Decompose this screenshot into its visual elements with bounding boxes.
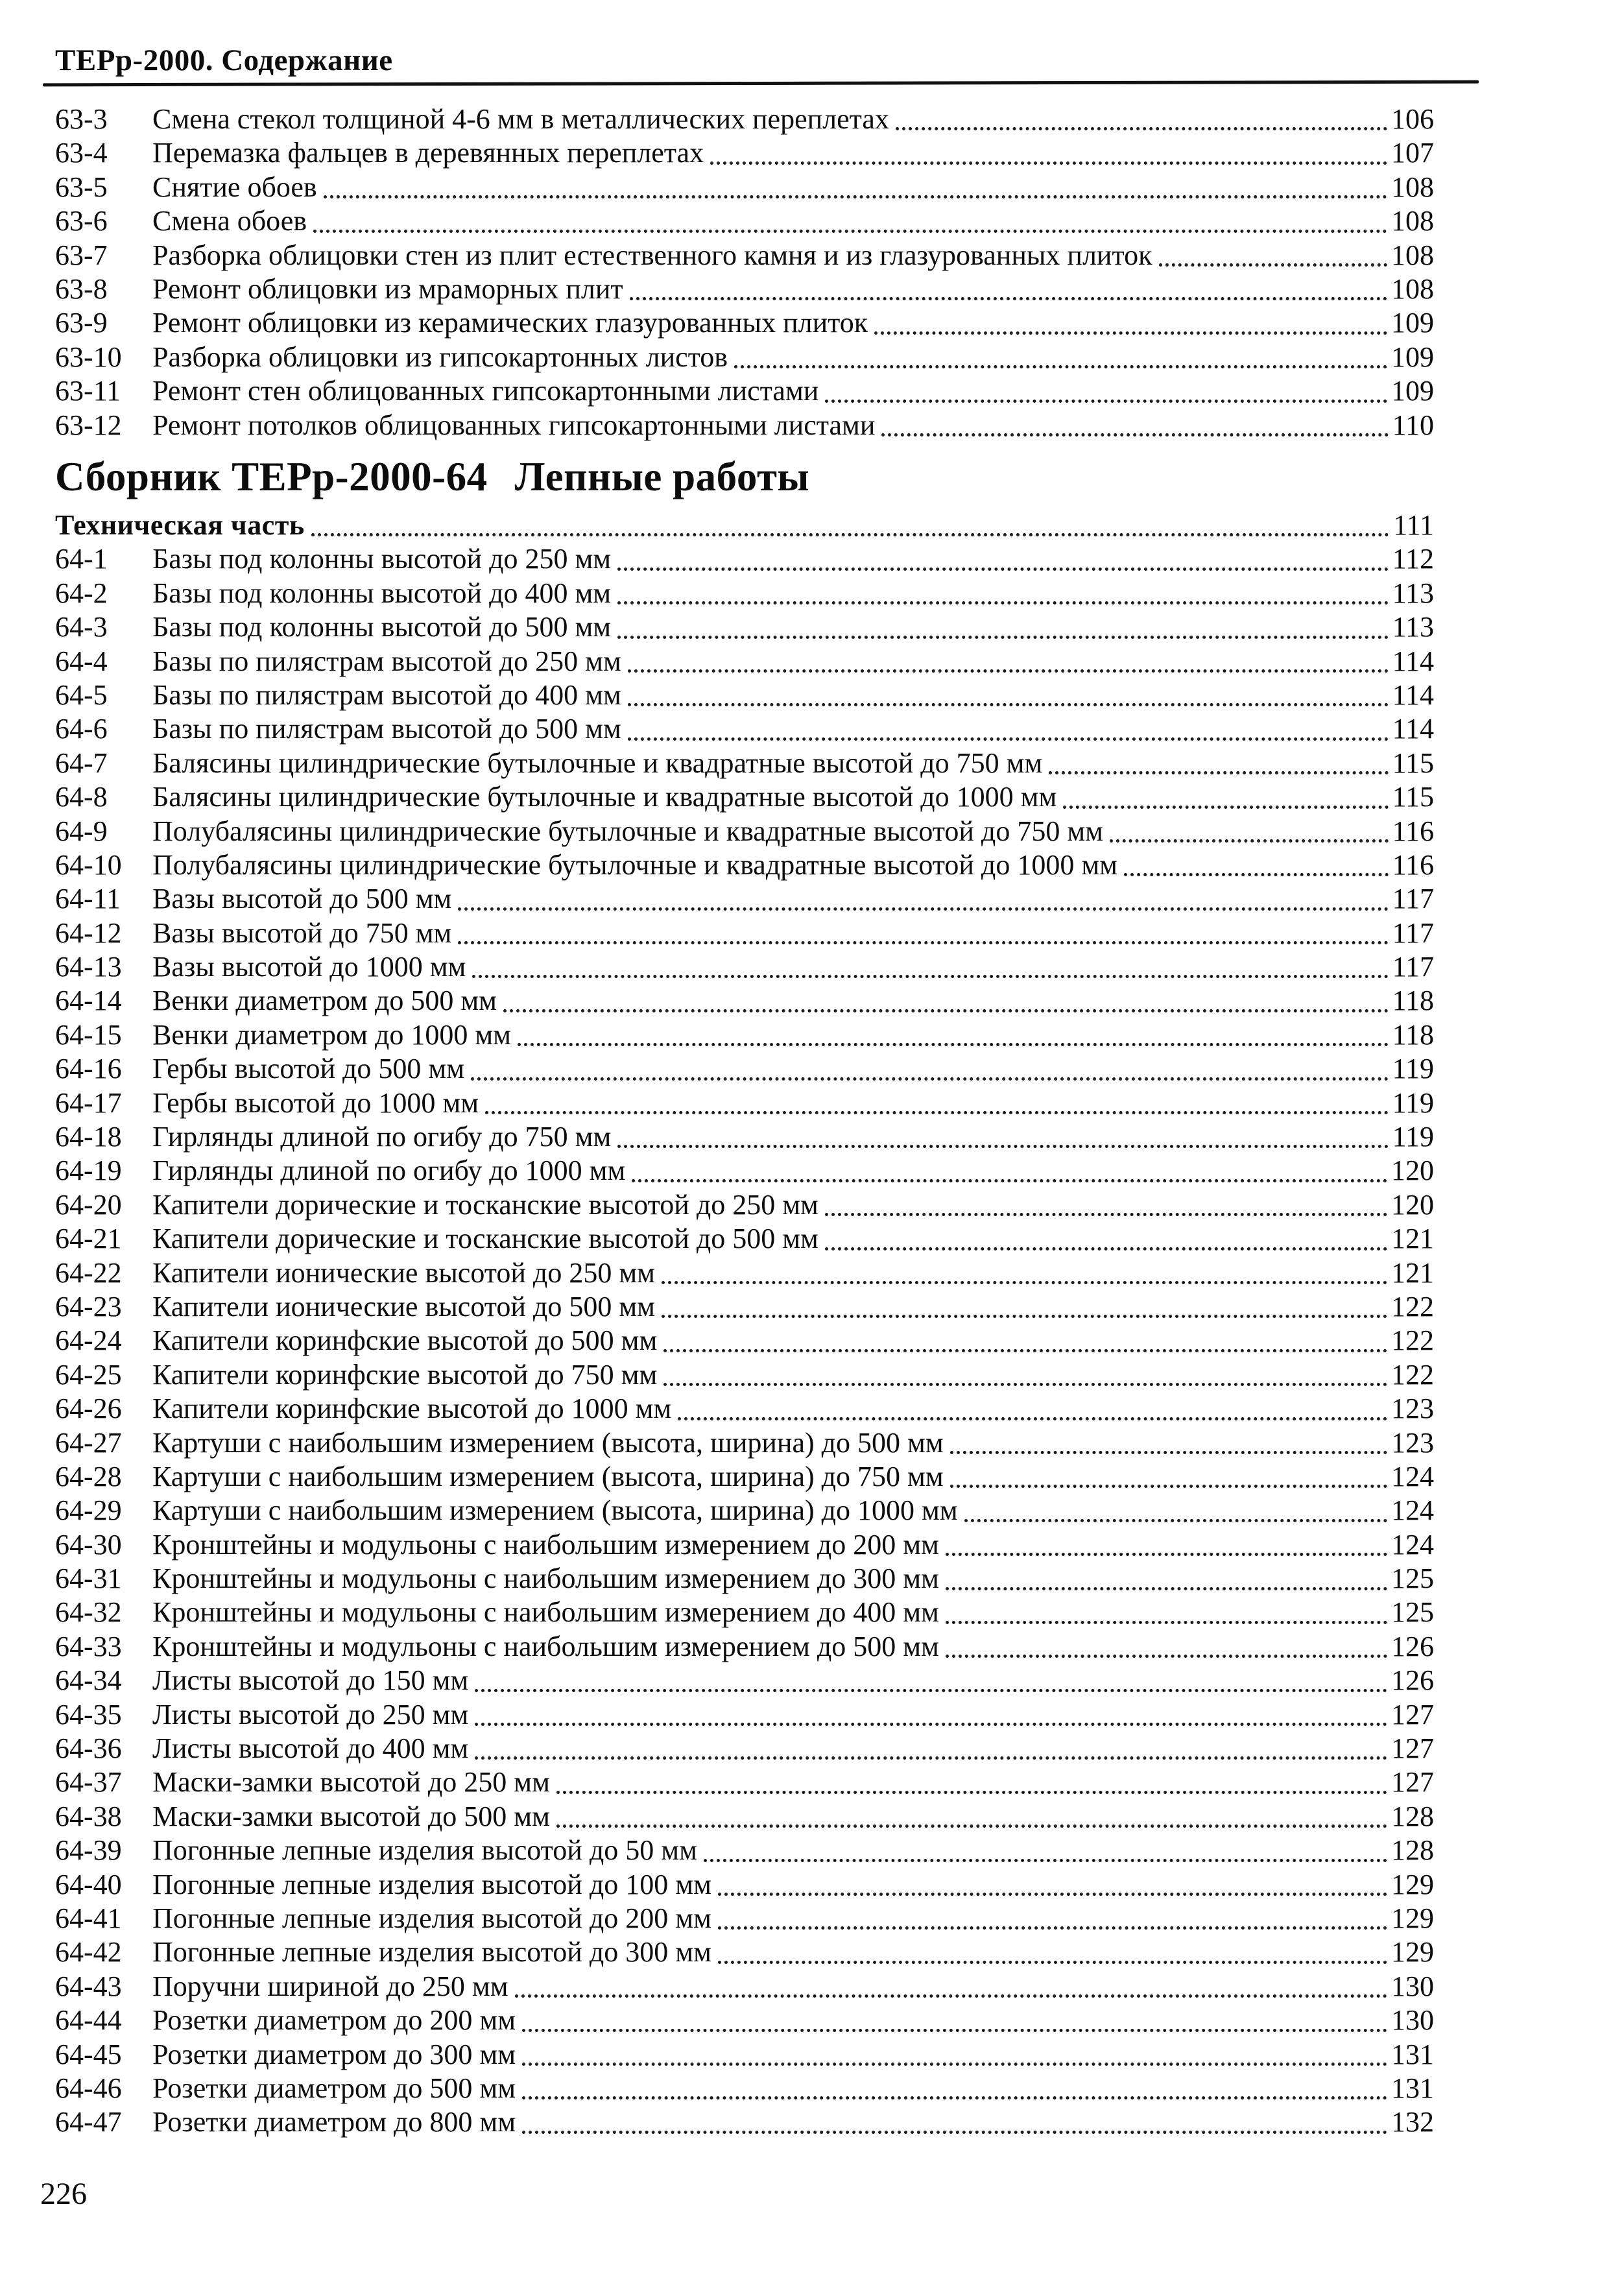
toc-entry-code: 64-12 [55, 916, 122, 949]
toc-entry-title: Полубалясины цилиндрические бутылочные и квадратные высотой до 750 мм [152, 815, 1104, 847]
toc-leader-dots [522, 2096, 1387, 2100]
toc-leader-dots [964, 1519, 1387, 1522]
toc-entry-page: 115 [1392, 747, 1434, 779]
toc-entry-title: Листы высотой до 400 мм [152, 1732, 469, 1765]
page-header-title: ТЕРр-2000. Содержание [55, 43, 393, 77]
toc-entry-page: 107 [1391, 137, 1434, 169]
toc-entry-title: Ремонт облицовки из керамических глазурованных плиток [152, 307, 868, 339]
toc-entry-page: 120 [1391, 1154, 1434, 1187]
toc-entry-page: 109 [1391, 341, 1434, 373]
toc-entry-63-5 [55, 171, 1434, 204]
toc-entry-code: 64-2 [55, 577, 108, 609]
toc-entry-page: 127 [1391, 1766, 1434, 1799]
toc-leader-dots [704, 1859, 1387, 1862]
toc-entry-title: Маски-замки высотой до 250 мм [152, 1766, 550, 1799]
toc-leader-dots [950, 1451, 1387, 1454]
toc-entry-title: Снятие обоев [152, 171, 317, 203]
toc-leader-dots [896, 127, 1387, 130]
toc-entry-63-11 [55, 374, 1434, 408]
toc-entry-code: 64-39 [55, 1834, 122, 1867]
toc-entry-64-20 [55, 1188, 1434, 1222]
toc-leader-dots [311, 533, 1390, 536]
toc-leader-dots [1159, 263, 1387, 267]
toc-entry-64-28 [55, 1460, 1434, 1494]
toc-entry-63-8 [55, 272, 1434, 306]
toc-entry-title: Ремонт потолков облицованных гипсокартонными листами [152, 409, 876, 441]
toc-leader-dots [678, 1417, 1387, 1420]
toc-entry-64-18 [55, 1120, 1434, 1154]
toc-entry-code: 64-16 [55, 1053, 122, 1085]
toc-entry-63-6 [55, 204, 1434, 238]
toc-entry-page: 110 [1392, 409, 1434, 441]
section-64-heading-name: Лепные работы [514, 454, 810, 499]
toc-entry-page: 119 [1392, 1053, 1434, 1085]
toc-entry-code: 64-17 [55, 1086, 122, 1119]
toc-leader-dots [825, 400, 1387, 403]
toc-entry-title: Венки диаметром до 500 мм [152, 985, 497, 1017]
toc-entry-64-17 [55, 1086, 1434, 1120]
toc-entry-page: 129 [1391, 1936, 1434, 1968]
toc-entry-63-10 [55, 341, 1434, 374]
toc-entry-page: 122 [1391, 1324, 1434, 1357]
toc-entry-page: 122 [1391, 1290, 1434, 1322]
toc-entry-code: 64-26 [55, 1393, 122, 1425]
toc-entry-title: Базы по пилястрам высотой до 400 мм [152, 678, 621, 711]
toc-entry-page: 108 [1391, 272, 1434, 305]
toc-entry-page: 108 [1391, 205, 1434, 237]
toc-entry-code: 64-11 [55, 883, 121, 915]
toc-entry-page: 116 [1392, 815, 1434, 847]
toc-leader-dots [662, 1281, 1387, 1284]
toc-entry-title: Картуши с наибольшим измерением (высота, ширина) до 500 мм [152, 1426, 944, 1459]
toc-entry-code: 63-8 [55, 272, 108, 305]
toc-entry-title: Капители коринфские высотой до 500 мм [152, 1324, 658, 1357]
toc-entry-64-25 [55, 1358, 1434, 1392]
toc-entry-64-43 [55, 1970, 1434, 2004]
toc-entry-64-42 [55, 1935, 1434, 1969]
toc-leader-dots [458, 941, 1388, 944]
toc-entry-code: 64-24 [55, 1324, 122, 1357]
toc-entry-code: 64-25 [55, 1358, 122, 1391]
toc-leader-dots [617, 601, 1388, 604]
toc-leader-dots [632, 1179, 1387, 1182]
toc-entry-64-30 [55, 1528, 1434, 1562]
toc-entry-64-31 [55, 1562, 1434, 1596]
toc-entry-code: 64-34 [55, 1664, 122, 1697]
toc-entry-code: 63-10 [55, 341, 122, 373]
toc-leader-dots [825, 1213, 1387, 1216]
toc-entry-title: Базы по пилястрам высотой до 500 мм [152, 713, 621, 745]
toc-leader-dots [522, 2063, 1387, 2066]
toc-leader-dots [825, 1247, 1387, 1250]
toc-leader-dots [617, 1145, 1388, 1148]
toc-entry-64-37 [55, 1765, 1434, 1799]
toc-entry-page: 112 [1392, 543, 1434, 575]
toc-entry-code: 63-11 [55, 375, 121, 407]
toc-entry-page: 116 [1392, 848, 1434, 881]
toc-entry-64-15 [55, 1018, 1434, 1052]
toc-entry-64-3 [55, 610, 1434, 644]
toc-entry-code: 64-46 [55, 2072, 122, 2104]
section-64-heading [55, 455, 809, 498]
toc-entry-page: 131 [1391, 2072, 1434, 2104]
toc-entry-page: 119 [1392, 1121, 1434, 1153]
toc-leader-dots [1124, 873, 1389, 876]
toc-entry-code: 64-10 [55, 848, 122, 881]
toc-entry-title: Перемазка фальцев в деревянных переплетах [152, 137, 704, 169]
toc-entry-page: 131 [1391, 2038, 1434, 2070]
toc-entry-title: Гербы высотой до 500 мм [152, 1053, 465, 1085]
toc-entry-code: 64-6 [55, 713, 108, 745]
toc-entry-page: 121 [1391, 1256, 1434, 1289]
toc-entry-title: Гербы высотой до 1000 мм [152, 1086, 479, 1119]
toc-entry-64-16 [55, 1052, 1434, 1086]
toc-entry-title: Капители дорические и тосканские высотой до 500 мм [152, 1223, 818, 1255]
footer-page-number: 226 [40, 2177, 87, 2211]
toc-entry-page: 126 [1391, 1664, 1434, 1697]
toc-entry-page: 113 [1392, 611, 1434, 643]
toc-entry-page: 130 [1391, 1970, 1434, 2002]
toc-leader-dots [475, 1756, 1387, 1760]
toc-entry-title: Погонные лепные изделия высотой до 300 мм [152, 1936, 711, 1968]
toc-leader-dots [1063, 806, 1388, 809]
toc-entry-title: Полубалясины цилиндрические бутылочные и квадратные высотой до 1000 мм [152, 848, 1118, 881]
toc-entry-code: 64-18 [55, 1121, 122, 1153]
toc-entry-title: Разборка облицовки стен из плит естественного камня и из глазурованных плиток [152, 239, 1152, 271]
toc-entry-title: Погонные лепные изделия высотой до 200 мм [152, 1902, 711, 1934]
toc-leader-dots [946, 1621, 1387, 1624]
toc-leader-dots [475, 1689, 1387, 1692]
toc-leader-dots [324, 195, 1387, 198]
toc-entry-code: 64-15 [55, 1018, 122, 1051]
toc-entry-code: 64-33 [55, 1630, 122, 1662]
toc-leader-dots [734, 365, 1387, 368]
toc-entry-64-5 [55, 678, 1434, 712]
toc-entry-page: 127 [1391, 1732, 1434, 1765]
toc-entry-title: Кронштейны и модульоны с наибольшим измерением до 200 мм [152, 1528, 939, 1561]
toc-entry-page: 117 [1392, 951, 1434, 983]
toc-entry-page: 117 [1392, 883, 1434, 915]
toc-entry-page: 109 [1391, 307, 1434, 339]
toc-entry-page: 125 [1391, 1562, 1434, 1595]
toc-entry-title: Кронштейны и модульоны с наибольшим измерением до 300 мм [152, 1562, 939, 1595]
toc-entry-page: 108 [1391, 171, 1434, 203]
toc-entry-title: Вазы высотой до 1000 мм [152, 951, 466, 983]
toc-entry-64-21 [55, 1222, 1434, 1256]
toc-entry-page: 124 [1391, 1494, 1434, 1527]
toc-entry-64-38 [55, 1800, 1434, 1834]
toc-entry-64-33 [55, 1630, 1434, 1664]
toc-leader-dots [628, 703, 1389, 706]
toc-entry-code: 64-4 [55, 645, 108, 677]
toc-leader-dots [556, 1791, 1387, 1794]
toc-entry-page: 106 [1391, 102, 1434, 135]
toc-leader-dots [718, 1926, 1387, 1930]
toc-entry-title: Листы высотой до 150 мм [152, 1664, 469, 1697]
toc-entry-code: 64-7 [55, 747, 108, 779]
toc-entry-64-44 [55, 2004, 1434, 2037]
toc-entry-64-8 [55, 780, 1434, 814]
toc-entry-code: 64-41 [55, 1902, 122, 1934]
toc-entry-64-36 [55, 1732, 1434, 1765]
toc-entry-code: 64-23 [55, 1290, 122, 1322]
toc-entry-title: Розетки диаметром до 800 мм [152, 2106, 516, 2138]
toc-entry-title: Капители коринфские высотой до 750 мм [152, 1358, 658, 1391]
toc-leader-dots [556, 1824, 1387, 1828]
toc-entry-64-45 [55, 2038, 1434, 2072]
toc-leader-dots [1110, 839, 1389, 843]
toc-leader-dots [946, 1587, 1387, 1590]
toc-entry-64-13 [55, 950, 1434, 984]
toc-entry-title: Вазы высотой до 750 мм [152, 916, 452, 949]
toc-leader-dots [628, 669, 1389, 673]
toc-leader-dots [950, 1485, 1387, 1488]
toc-entry-64-7 [55, 747, 1434, 780]
toc-entry-code: 64-9 [55, 815, 108, 847]
toc-leader-dots [663, 1349, 1387, 1352]
toc-entry-code: 64-22 [55, 1256, 122, 1289]
toc-leader-dots [313, 230, 1387, 233]
toc-entry-code: 64-30 [55, 1528, 122, 1561]
toc-entry-code: 63-4 [55, 137, 108, 169]
toc-entry-code: 64-44 [55, 2004, 122, 2037]
toc-leader-dots [472, 975, 1388, 978]
toc-entry-code: 64-29 [55, 1494, 122, 1527]
toc-entry-title: Картуши с наибольшим измерением (высота, ширина) до 750 мм [152, 1460, 944, 1492]
toc-entry-page: 120 [1391, 1188, 1434, 1221]
toc-entry-code: 64-5 [55, 678, 108, 711]
toc-entry-page: 124 [1391, 1460, 1434, 1492]
toc-entry-title: Капители коринфские высотой до 1000 мм [152, 1393, 672, 1425]
toc-entry-64-29 [55, 1494, 1434, 1527]
toc-leader-dots [471, 1077, 1389, 1081]
toc-entry-code: 63-12 [55, 409, 122, 441]
toc-entry-title: Кронштейны и модульоны с наибольшим измерением до 400 мм [152, 1596, 939, 1629]
toc-leader-dots [946, 1655, 1387, 1658]
toc-leader-dots [515, 1994, 1387, 1998]
toc-entry-63-4 [55, 136, 1434, 170]
toc-section-64 [55, 508, 1434, 2140]
toc-entry-page: 132 [1391, 2106, 1434, 2138]
toc-entry-64-1 [55, 542, 1434, 576]
toc-entry-code: 64-47 [55, 2106, 122, 2138]
toc-entry-title: Базы под колонны высотой до 250 мм [152, 543, 612, 575]
toc-entry-tech-part [55, 508, 1434, 542]
toc-entry-page: 123 [1391, 1426, 1434, 1459]
toc-entry-64-46 [55, 2072, 1434, 2105]
toc-entry-64-12 [55, 916, 1434, 950]
toc-entry-page: 114 [1392, 713, 1434, 745]
toc-entry-page: 114 [1392, 645, 1434, 677]
toc-entry-title: Листы высотой до 250 мм [152, 1698, 469, 1730]
toc-entry-page: 118 [1392, 1018, 1434, 1051]
toc-leader-dots [630, 297, 1387, 300]
toc-entry-64-27 [55, 1426, 1434, 1460]
toc-entry-64-6 [55, 712, 1434, 746]
toc-entry-page: 128 [1391, 1834, 1434, 1867]
toc-entry-code: 63-3 [55, 102, 108, 135]
toc-entry-title: Капители ионические высотой до 250 мм [152, 1256, 656, 1289]
toc-entry-64-4 [55, 645, 1434, 678]
toc-entry-page: 130 [1391, 2004, 1434, 2037]
toc-entry-code: 64-38 [55, 1800, 122, 1832]
toc-entry-64-47 [55, 2105, 1434, 2139]
toc-entry-page: 126 [1391, 1630, 1434, 1662]
toc-entry-title: Балясины цилиндрические бутылочные и квадратные высотой до 1000 мм [152, 781, 1057, 813]
toc-entry-code: 64-19 [55, 1154, 122, 1187]
toc-entry-title: Техническая часть [55, 508, 305, 541]
toc-entry-page: 128 [1391, 1800, 1434, 1832]
toc-entry-code: 64-37 [55, 1766, 122, 1799]
toc-entry-title: Балясины цилиндрические бутылочные и квадратные высотой до 750 мм [152, 747, 1043, 779]
toc-entry-64-10 [55, 848, 1434, 882]
toc-entry-code: 64-8 [55, 781, 108, 813]
toc-entry-page: 129 [1391, 1868, 1434, 1900]
toc-entry-title: Гирлянды длиной по огибу до 1000 мм [152, 1154, 626, 1187]
toc-leader-dots [874, 331, 1387, 335]
toc-leader-dots [518, 1043, 1389, 1046]
toc-leader-dots [1049, 771, 1388, 774]
toc-entry-page: 119 [1392, 1086, 1434, 1119]
toc-entry-code: 64-20 [55, 1188, 122, 1221]
toc-entry-code: 64-28 [55, 1460, 122, 1492]
toc-entry-64-41 [55, 1902, 1434, 1935]
toc-entry-code: 64-35 [55, 1698, 122, 1730]
toc-entry-code: 64-31 [55, 1562, 122, 1595]
toc-entry-63-9 [55, 306, 1434, 340]
toc-leader-dots [946, 1553, 1387, 1556]
toc-entry-title: Капители дорические и тосканские высотой до 250 мм [152, 1188, 818, 1221]
toc-entry-title: Базы под колонны высотой до 500 мм [152, 611, 612, 643]
toc-entry-64-22 [55, 1256, 1434, 1290]
toc-entry-title: Поручни шириной до 250 мм [152, 1970, 508, 2002]
toc-leader-dots [522, 2029, 1387, 2032]
toc-entry-title: Базы по пилястрам высотой до 250 мм [152, 645, 621, 677]
toc-entry-64-23 [55, 1290, 1434, 1324]
toc-leader-dots [628, 737, 1389, 741]
toc-entry-page: 113 [1392, 577, 1434, 609]
section-64-heading-code: Сборник ТЕРр-2000-64 [55, 454, 488, 499]
toc-entry-code: 64-40 [55, 1868, 122, 1900]
toc-entry-page: 108 [1391, 239, 1434, 271]
toc-entry-title: Розетки диаметром до 200 мм [152, 2004, 516, 2037]
toc-entry-page: 122 [1391, 1358, 1434, 1391]
toc-entry-code: 63-5 [55, 171, 108, 203]
toc-leader-dots [485, 1111, 1389, 1114]
toc-section-63 [55, 102, 1434, 442]
toc-entry-64-14 [55, 984, 1434, 1018]
toc-entry-title: Смена стекол толщиной 4-6 мм в металлических переплетах [152, 102, 889, 135]
toc-entry-page: 123 [1391, 1393, 1434, 1425]
toc-leader-dots [881, 433, 1388, 437]
toc-entry-page: 109 [1391, 375, 1434, 407]
toc-entry-title: Ремонт стен облицованных гипсокартонными листами [152, 375, 819, 407]
toc-entry-page: 129 [1391, 1902, 1434, 1934]
toc-entry-page: 121 [1391, 1223, 1434, 1255]
toc-entry-page: 114 [1392, 678, 1434, 711]
toc-entry-title: Кронштейны и модульоны с наибольшим измерением до 500 мм [152, 1630, 939, 1662]
toc-entry-code: 64-43 [55, 1970, 122, 2002]
toc-entry-page: 125 [1391, 1596, 1434, 1629]
toc-leader-dots [662, 1315, 1387, 1318]
toc-entry-code: 63-9 [55, 307, 108, 339]
toc-leader-dots [617, 636, 1388, 639]
toc-entry-64-2 [55, 577, 1434, 610]
toc-entry-title: Погонные лепные изделия высотой до 50 мм [152, 1834, 697, 1867]
toc-entry-code: 64-45 [55, 2038, 122, 2070]
toc-entry-title: Маски-замки высотой до 500 мм [152, 1800, 550, 1832]
toc-entry-64-32 [55, 1596, 1434, 1630]
toc-entry-64-40 [55, 1868, 1434, 1902]
toc-entry-page: 111 [1393, 508, 1434, 541]
toc-entry-title: Смена обоев [152, 205, 307, 237]
toc-entry-63-12 [55, 409, 1434, 442]
toc-entry-63-3 [55, 102, 1434, 136]
toc-entry-title: Разборка облицовки из гипсокартонных листов [152, 341, 728, 373]
toc-entry-code: 64-21 [55, 1223, 122, 1255]
toc-entry-64-39 [55, 1834, 1434, 1867]
toc-entry-title: Ремонт облицовки из мраморных плит [152, 272, 623, 305]
toc-entry-page: 118 [1392, 985, 1434, 1017]
toc-entry-title: Вазы высотой до 500 мм [152, 883, 452, 915]
toc-entry-code: 63-7 [55, 239, 108, 271]
toc-entry-page: 117 [1392, 916, 1434, 949]
toc-entry-page: 115 [1392, 781, 1434, 813]
toc-entry-title: Погонные лепные изделия высотой до 100 мм [152, 1868, 711, 1900]
toc-leader-dots [718, 1961, 1387, 1964]
toc-leader-dots [458, 907, 1388, 911]
toc-leader-dots [663, 1383, 1387, 1386]
toc-entry-code: 64-13 [55, 951, 122, 983]
toc-leader-dots [503, 1009, 1389, 1012]
toc-entry-code: 64-1 [55, 543, 108, 575]
toc-entry-64-34 [55, 1664, 1434, 1697]
toc-entry-title: Картуши с наибольшим измерением (высота, ширина) до 1000 мм [152, 1494, 958, 1527]
toc-entry-64-19 [55, 1154, 1434, 1188]
toc-entry-page: 127 [1391, 1698, 1434, 1730]
toc-entry-code: 64-42 [55, 1936, 122, 1968]
toc-entry-64-11 [55, 882, 1434, 916]
toc-leader-dots [475, 1723, 1387, 1726]
toc-entry-code: 64-14 [55, 985, 122, 1017]
toc-entry-63-7 [55, 239, 1434, 272]
toc-entry-64-35 [55, 1698, 1434, 1732]
toc-entry-64-9 [55, 815, 1434, 848]
toc-entry-64-24 [55, 1324, 1434, 1358]
toc-entry-title: Гирлянды длиной по огибу до 750 мм [152, 1121, 612, 1153]
toc-entry-code: 64-36 [55, 1732, 122, 1765]
toc-leader-dots [718, 1893, 1387, 1896]
toc-entry-64-26 [55, 1392, 1434, 1426]
toc-entry-code: 63-6 [55, 205, 108, 237]
toc-entry-title: Базы под колонны высотой до 400 мм [152, 577, 612, 609]
toc-entry-code: 64-32 [55, 1596, 122, 1629]
header-rule [43, 80, 1479, 87]
toc-entry-title: Капители ионические высотой до 500 мм [152, 1290, 656, 1322]
toc-entry-title: Розетки диаметром до 300 мм [152, 2038, 516, 2070]
toc-leader-dots [617, 568, 1388, 571]
toc-entry-title: Розетки диаметром до 500 мм [152, 2072, 516, 2104]
toc-leader-dots [710, 162, 1387, 165]
toc-leader-dots [522, 2131, 1387, 2134]
toc-entry-code: 64-3 [55, 611, 108, 643]
toc-entry-page: 124 [1391, 1528, 1434, 1561]
toc-entry-title: Венки диаметром до 1000 мм [152, 1018, 512, 1051]
toc-entry-code: 64-27 [55, 1426, 122, 1459]
